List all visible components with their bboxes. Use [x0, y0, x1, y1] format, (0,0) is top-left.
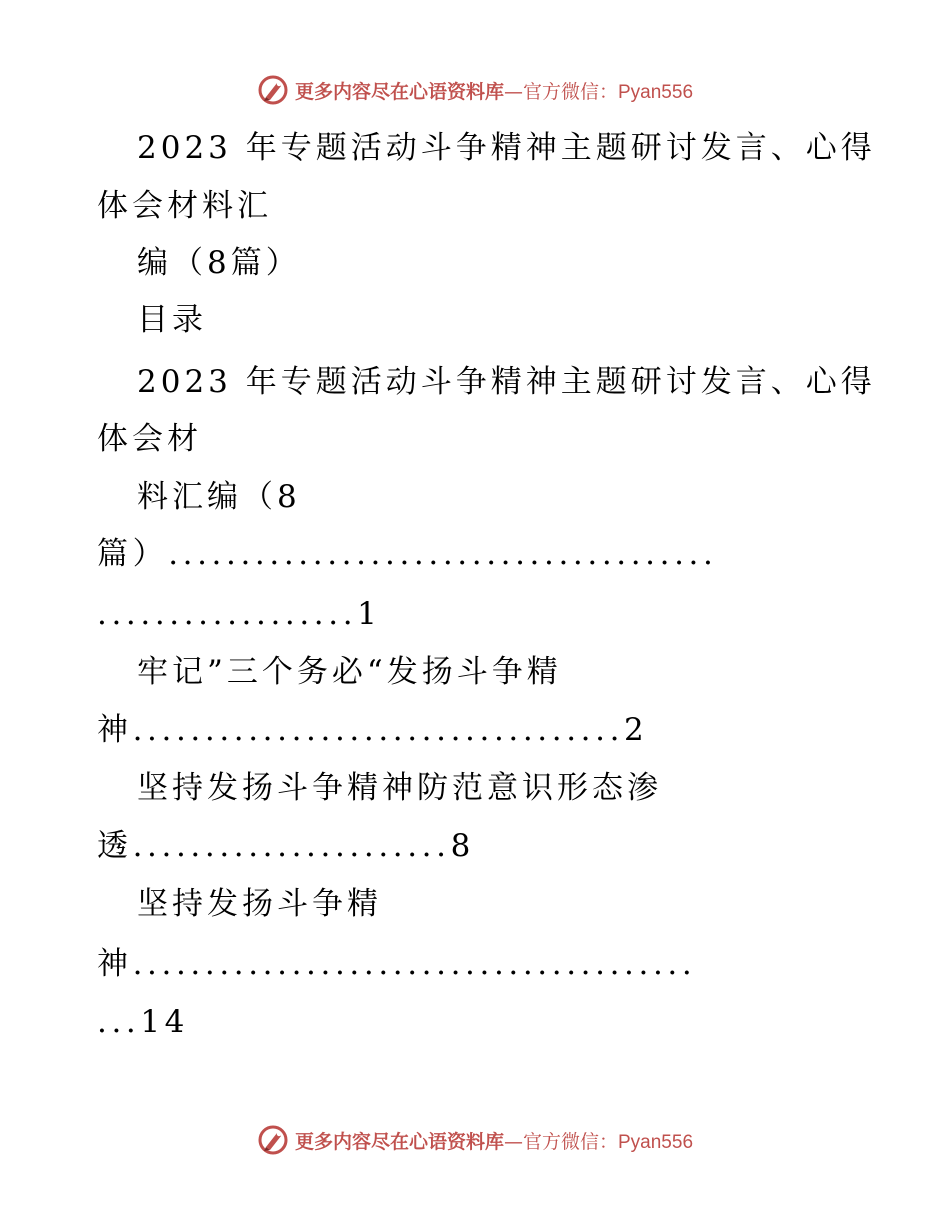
toc-entry-4-leader-2: ...14 — [97, 1004, 190, 1040]
header-watermark-label: 更多内容尽在心语资料库 — [294, 80, 504, 103]
footer-watermark-id: Pyan556 — [618, 1131, 694, 1153]
title-line-3: 编（8篇） — [137, 245, 301, 281]
toc-entry-1-leader-2: ..................1 — [97, 596, 382, 632]
header-watermark — [0, 70, 950, 110]
toc-entry-1-line-2: 体会材 — [97, 421, 202, 457]
header-watermark-text — [295, 77, 693, 104]
footer-watermark — [0, 1120, 950, 1160]
toc-entry-1-line-1: 2023 年专题活动斗争精神主题研讨发言、心得 — [137, 364, 876, 400]
footer-watermark-separator: — — [503, 1130, 523, 1153]
header-watermark-id: Pyan556 — [618, 81, 694, 103]
title-line-1: 2023 年专题活动斗争精神主题研讨发言、心得 — [137, 130, 876, 166]
toc-entry-3-leader-1: 透......................8 — [97, 828, 475, 864]
toc-entry-4-line-1: 坚持发扬斗争精 — [137, 886, 382, 922]
toc-heading: 目录 — [137, 302, 207, 338]
toc-entry-3-line-1: 坚持发扬斗争精神防范意识形态渗 — [137, 770, 662, 806]
footer-watermark-label: 更多内容尽在心语资料库 — [294, 1130, 504, 1153]
pen-logo-icon — [257, 1124, 289, 1156]
toc-entry-1-leader-1: 篇）...................................... — [97, 536, 718, 572]
header-watermark-official: 官方微信： — [522, 80, 618, 103]
toc-entry-4-leader-1: 神....................................... — [97, 946, 697, 982]
pen-logo-icon — [257, 74, 289, 106]
toc-entry-2-leader-1: 神..................................2 — [97, 712, 649, 748]
toc-entry-2-line-1: 牢记”三个务必“发扬斗争精 — [137, 654, 562, 690]
title-line-2: 体会材料汇 — [97, 188, 272, 224]
header-watermark-separator: — — [503, 80, 523, 103]
toc-entry-1-line-3: 料汇编（8 — [137, 479, 301, 515]
footer-watermark-text — [295, 1127, 693, 1154]
footer-watermark-official: 官方微信： — [522, 1130, 618, 1153]
